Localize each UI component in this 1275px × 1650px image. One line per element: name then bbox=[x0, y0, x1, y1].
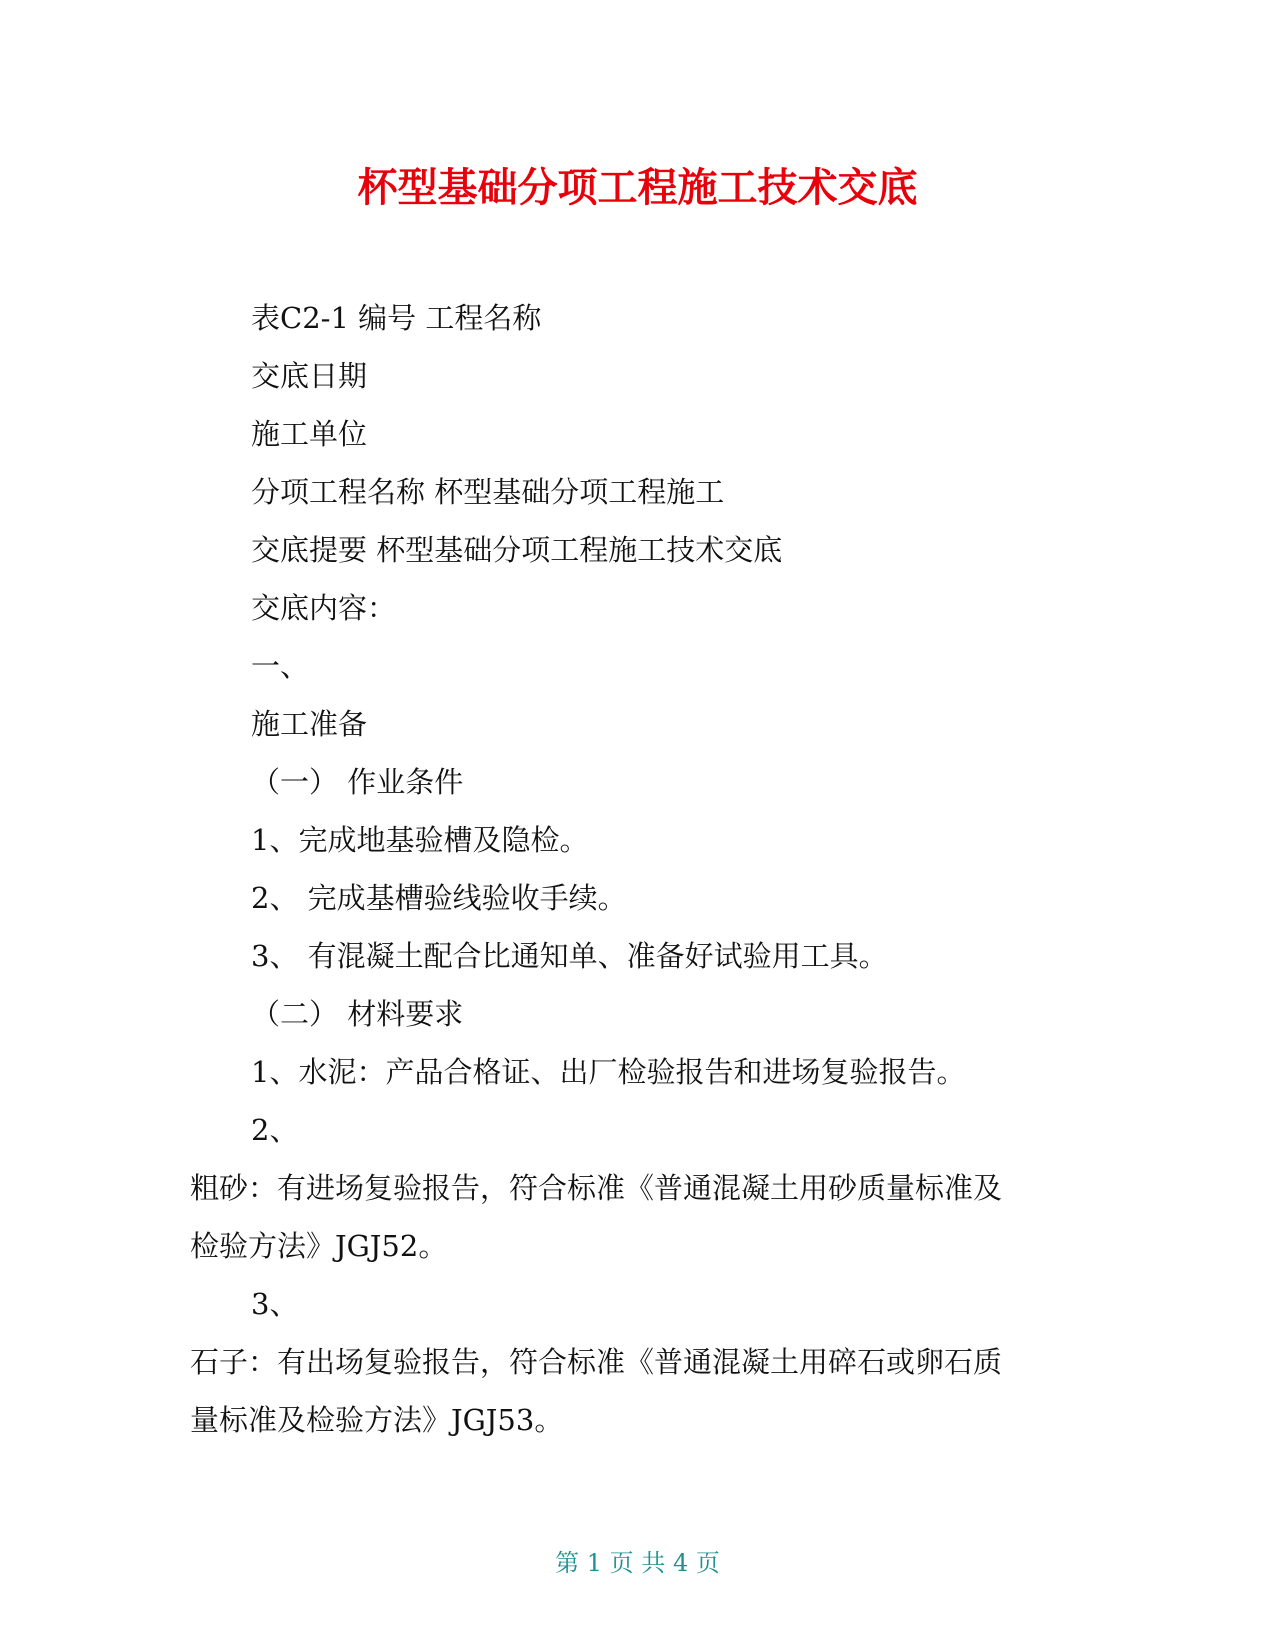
construction-unit-line: 施工单位 bbox=[251, 417, 368, 451]
paragraph-line: 粗砂：有进场复验报告，符合标准《普通混凝土用砂质量标准及 bbox=[190, 1171, 1003, 1205]
document-title: 杯型基础分项工程施工技术交底 bbox=[357, 165, 918, 211]
list-item: 1、完成地基验槽及隐检。 bbox=[251, 823, 589, 857]
form-header-line: 表C2-1 编号 工程名称 bbox=[251, 301, 542, 335]
section-number: 一、 bbox=[251, 649, 310, 683]
handover-content-label: 交底内容： bbox=[251, 591, 397, 625]
subsection-heading-conditions: （一） 作业条件 bbox=[251, 765, 464, 799]
list-item: 1、水泥：产品合格证、出厂检验报告和进场复验报告。 bbox=[251, 1055, 966, 1089]
handover-summary-line: 交底提要 杯型基础分项工程施工技术交底 bbox=[251, 533, 783, 567]
paragraph-line: 检验方法》JGJ52。 bbox=[190, 1229, 448, 1263]
subsection-heading-materials: （二） 材料要求 bbox=[251, 997, 464, 1031]
list-item: 3、 有混凝土配合比通知单、准备好试验用工具。 bbox=[251, 939, 888, 973]
paragraph-line: 量标准及检验方法》JGJ53。 bbox=[190, 1403, 564, 1437]
list-item-number: 2、 bbox=[251, 1113, 299, 1147]
section-heading: 施工准备 bbox=[251, 707, 368, 741]
handover-date-line: 交底日期 bbox=[251, 359, 368, 393]
page-number-footer: 第 1 页 共 4 页 bbox=[555, 1549, 720, 1577]
list-item-number: 3、 bbox=[251, 1287, 299, 1321]
paragraph-line: 石子：有出场复验报告，符合标准《普通混凝土用碎石或卵石质 bbox=[190, 1345, 1003, 1379]
list-item: 2、 完成基槽验线验收手续。 bbox=[251, 881, 627, 915]
sub-project-name-line: 分项工程名称 杯型基础分项工程施工 bbox=[251, 475, 725, 509]
